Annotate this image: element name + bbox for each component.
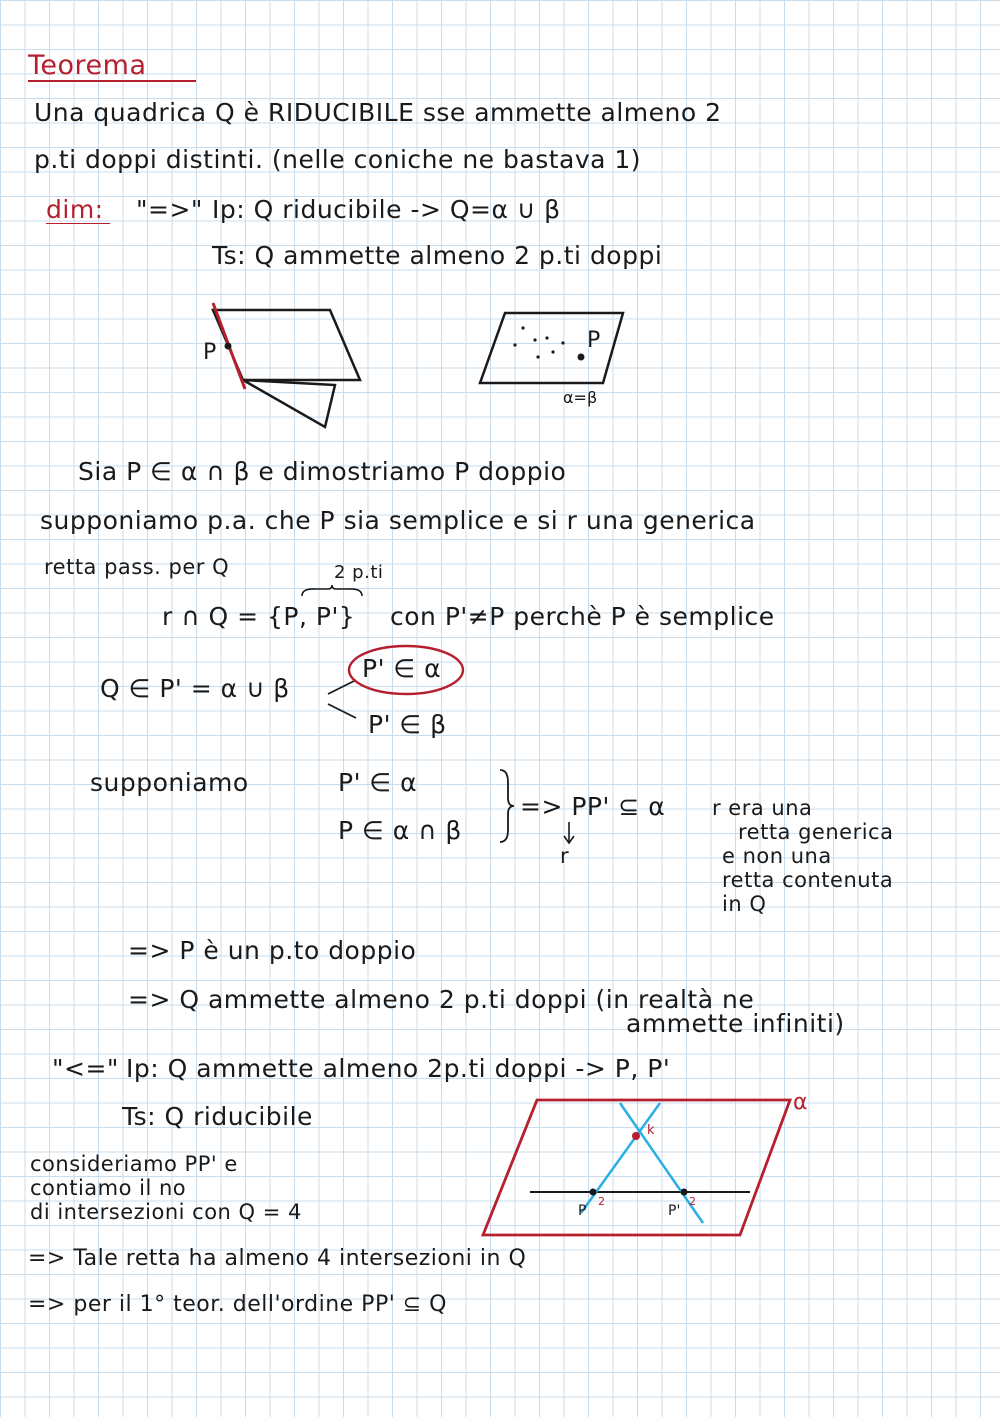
- plane-alpha-shape: [213, 310, 360, 380]
- supponiamo-label: supponiamo: [90, 768, 249, 797]
- dim-underline: [46, 223, 110, 224]
- down-arrow: [563, 822, 575, 846]
- point-p-label: P: [587, 328, 601, 353]
- point-p2-dot: [681, 1189, 688, 1196]
- branch-alpha: P' ∈ α: [362, 654, 442, 683]
- point-p2-label: P': [668, 1203, 681, 1219]
- plane-shape: [480, 313, 623, 383]
- title-underline: [28, 80, 196, 82]
- theorem-line-1: Una quadrica Q è RIDUCIBILE sse ammette almeno 2: [34, 98, 722, 127]
- forward-thesis: Ts: Q ammette almeno 2 p.ti doppi: [212, 241, 663, 270]
- branch-alpha-circle: [346, 643, 468, 697]
- branch-beta: P' ∈ β: [368, 710, 447, 739]
- point-k-dot: [632, 1132, 640, 1140]
- intersection-line: r ∩ Q = {P, P'}: [162, 602, 356, 631]
- point-p-dot: [578, 354, 585, 361]
- figure-coincident-planes: [475, 305, 635, 415]
- side-note-1: r era una: [712, 796, 813, 820]
- forward-direction: "=>": [136, 195, 203, 224]
- implies-pp: => PP' ⊆ α: [520, 792, 666, 821]
- supp-cond-2: P ∈ α ∩ β: [338, 816, 462, 845]
- plane-beta-shape: [243, 380, 335, 427]
- backward-hypothesis: Ip: Q ammette almeno 2p.ti doppi -> P, P': [126, 1054, 671, 1083]
- r-label: r: [560, 844, 570, 868]
- plane-alpha-shape: [483, 1100, 790, 1235]
- conclusion-1: => P è un p.to doppio: [128, 936, 417, 965]
- figure-intersecting-planes: [195, 295, 375, 435]
- side-note-4: retta contenuta: [722, 868, 894, 892]
- two-points-note: 2 p.ti: [334, 562, 384, 583]
- blue-line-2: [581, 1103, 660, 1213]
- plane-alpha-label: α: [793, 1090, 808, 1115]
- overbrace: [300, 584, 364, 598]
- side-note-3: e non una: [722, 844, 832, 868]
- retta-line: retta pass. per Q: [44, 555, 230, 579]
- side-note-2: retta generica: [738, 820, 894, 844]
- consider-2: contiamo il no: [30, 1176, 187, 1200]
- point-p-dot: [225, 343, 232, 350]
- mult-label-p2: 2: [689, 1195, 696, 1208]
- supp-cond-1: P' ∈ α: [338, 768, 418, 797]
- sia-line: Sia P ∈ α ∩ β e dimostriamo P doppio: [78, 457, 567, 486]
- consider-3: di intersezioni con Q = 4: [30, 1200, 302, 1224]
- scatter-dot: [545, 336, 548, 339]
- backward-thesis: Ts: Q riducibile: [122, 1102, 313, 1131]
- backward-direction: "<=": [52, 1054, 119, 1083]
- consider-1: consideriamo PP' e: [30, 1152, 238, 1176]
- final-line-2: => per il 1° teor. dell'ordine PP' ⊆ Q: [28, 1292, 447, 1317]
- theorem-line-2: p.ti doppi distinti. (nelle coniche ne bastava 1): [34, 145, 642, 174]
- page-title: Teorema: [28, 50, 147, 81]
- conclusion-2b: ammette infiniti): [626, 1009, 845, 1038]
- suppose-line: supponiamo p.a. che P sia semplice e si r una generica: [40, 506, 756, 535]
- side-note-5: in Q: [722, 892, 767, 916]
- right-brace: [496, 768, 516, 844]
- scatter-dot: [513, 343, 516, 346]
- scatter-dot: [551, 350, 554, 353]
- plane-caption: α=β: [563, 388, 598, 407]
- scatter-dot: [561, 341, 564, 344]
- point-p-label: P: [203, 340, 217, 365]
- figure-plane-lines: [475, 1085, 820, 1245]
- con-text: con P'≠P perchè P è semplice: [390, 602, 775, 631]
- scatter-dot: [521, 326, 524, 329]
- mult-label-p: 2: [598, 1195, 605, 1208]
- point-p-dot: [590, 1189, 597, 1196]
- scatter-dot: [536, 355, 539, 358]
- point-k-label: k: [647, 1123, 655, 1138]
- q-in-line: Q ∈ P' = α ∪ β: [100, 674, 290, 703]
- point-p-label: P: [578, 1203, 587, 1219]
- scatter-dot: [533, 338, 536, 341]
- final-line-1: => Tale retta ha almeno 4 intersezioni in Q: [28, 1246, 527, 1271]
- dim-label: dim:: [46, 195, 104, 224]
- forward-hypothesis: Ip: Q riducibile -> Q=α ∪ β: [212, 195, 561, 224]
- conclusion-2: => Q ammette almeno 2 p.ti doppi (in realtà ne: [128, 985, 755, 1014]
